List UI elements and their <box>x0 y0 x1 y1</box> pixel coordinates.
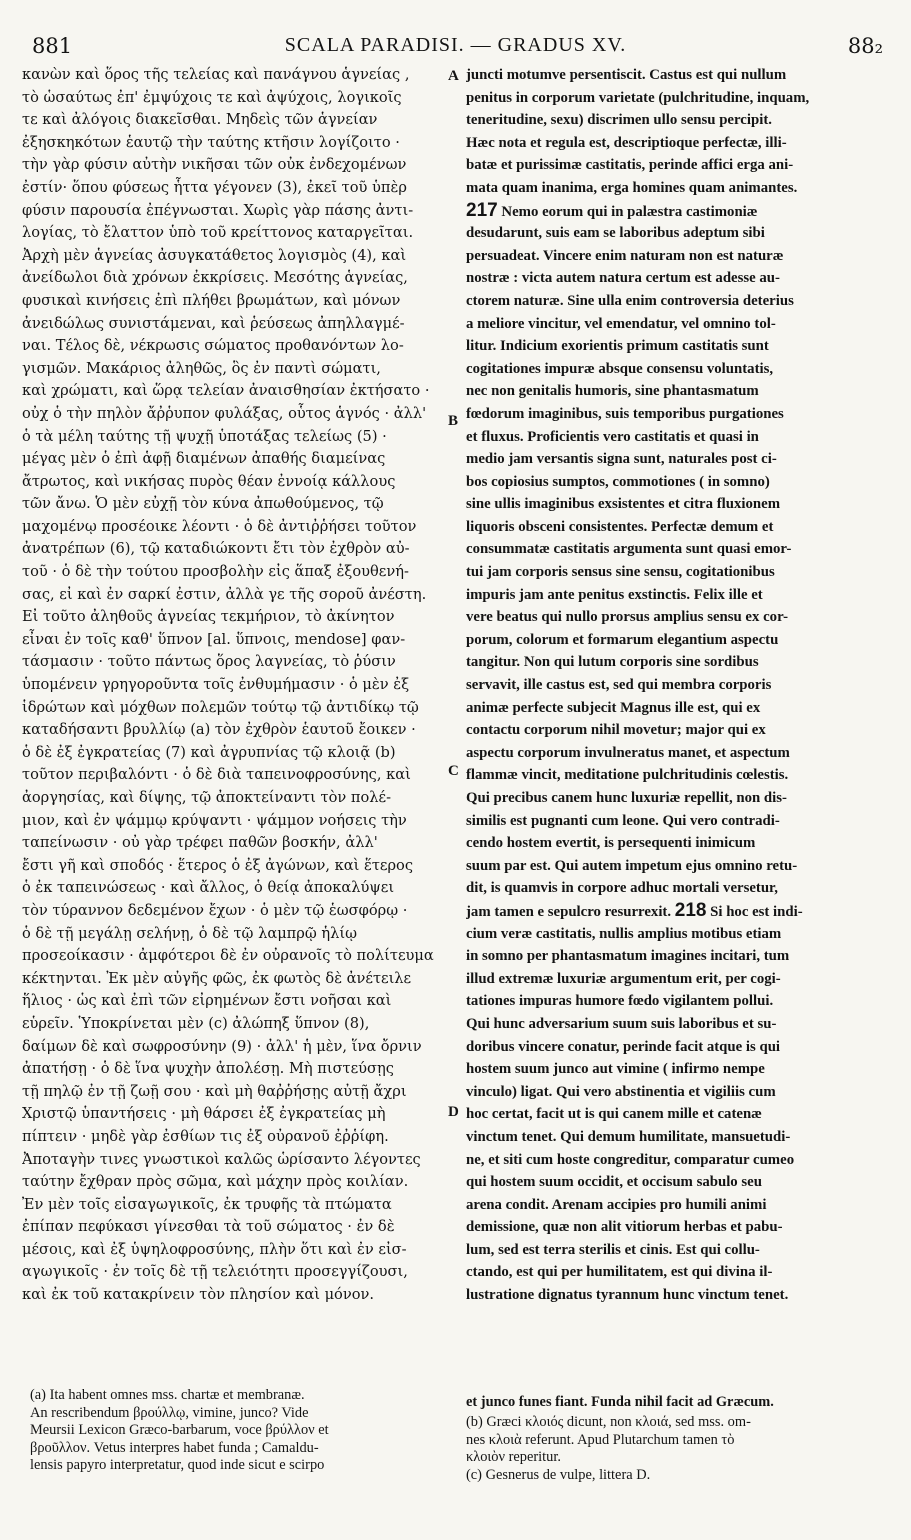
latin-text-line: impuris jam ante penitus exstinctis. Felix ille et <box>466 586 763 603</box>
greek-text-line: τοῦτον περιβαλόντι · ὁ δὲ διὰ ταπεινοφροσύνης, καὶ <box>22 766 411 784</box>
greek-text-line: Χριστῷ ὑπαντήσεις · μὴ θάρσει ἐξ ἐγκρατείας μὴ <box>22 1105 386 1123</box>
latin-text-line: persuadeat. Vincere enim naturam non est naturæ <box>466 247 784 264</box>
greek-text-line: τοῦ · ὁ δὲ τὴν τούτου προσβολὴν εἰς ἅπαξ ἐξουθενή- <box>22 563 409 581</box>
greek-text-line: κανὼν καὶ ὅρος τῆς τελείας καὶ πανάγνου ἁγνείας , <box>22 66 410 83</box>
latin-text-line: vinculo) ligat. Qui vero abstinentia et vigiliis cum <box>466 1083 776 1100</box>
latin-text-line: aspectu corporum invulneratus manet, et aspectum <box>466 744 790 761</box>
greek-text-line: ἀπατήσῃ · ὁ δὲ ἵνα ψυχὴν ἀπολέσῃ. Μὴ πιστεύσῃς <box>22 1060 394 1078</box>
footnote-right-line: et junco funes fiant. Funda nihil facit ad Græcum. <box>466 1394 774 1410</box>
latin-text-line: nostræ : victa autem natura certum est adesse au- <box>466 270 780 287</box>
greek-text-line: τὸν τύραννον δεδεμένον ἔχων · ὁ μὲν τῷ ἑωσφόρῳ · <box>22 901 408 919</box>
footnote-left-line: Meursii Lexicon Græco-barbarum, voce βρύλλον et <box>30 1422 329 1438</box>
greek-text-line: πίπτειν · μηδὲ γὰρ ἐσθίων τις ἐξ οὐρανοῦ ἐῤῥίφη. <box>22 1127 389 1145</box>
latin-text-line: mata quam inanima, erga homines quam animantes. <box>466 179 798 196</box>
latin-text-line: tationes impuras humore fœdo vigilantem pollui. <box>466 993 774 1010</box>
greek-text-line: τῶν ἄνω. Ὁ μὲν εὐχῇ τὸν κύνα ἀπωθούμενος, τῷ <box>22 495 384 513</box>
greek-text-line: λογίας, τὸ ἔλαττον ὑπὸ τοῦ κρείττονος καταργεῖται. <box>22 224 414 242</box>
greek-text-line: ὁ δὲ τῇ μεγάλῃ σελήνῃ, ὁ δὲ τῷ λαμπρῷ ἡλίῳ <box>22 924 358 942</box>
greek-text-line: ὁ δὲ ἐξ ἐγκρατείας (7) καὶ ἀγρυπνίας τῷ κλοιᾷ (b) <box>22 743 396 761</box>
greek-text-line: μιον, καὶ ἐν ψάμμῳ κρύψαντι · ψάμμον νοήσεις τὴν <box>22 811 407 829</box>
footnote-right-line: κλοιὸν reperitur. <box>466 1449 561 1465</box>
margin-marker-b: B <box>448 413 459 429</box>
latin-text-line: ctorem naturæ. Sine ulla enim controversia deterius <box>466 292 794 309</box>
section-number: 217 <box>466 199 498 221</box>
greek-text-line: ταύτην ἔχθραν πρὸς σῶμα, καὶ μάχην πρὸς κοιλίαν. <box>22 1173 409 1191</box>
greek-text-line: ὁ τὰ μέλη ταύτης τῇ ψυχῇ ὑποτάξας τελείως (5) · <box>22 427 387 445</box>
latin-text-line: lustratione dignatus tyrannum hunc vinctum tenet. <box>466 1287 789 1304</box>
greek-text-line: κέκτηνται. Ἐκ μὲν αὐγῆς φῶς, ἐκ φωτὸς δὲ ἀνέτειλε <box>22 969 412 987</box>
greek-text-line: Ἐν μὲν τοῖς εἰσαγωγικοῖς, ἐκ τρυφῆς τὰ πτώματα <box>22 1195 392 1213</box>
greek-text-line: ἀνείδωλοι διὰ χρόνων ἐκκρίσεις. Μεσότης ἁγνείας, <box>22 269 408 287</box>
greek-text-line: καὶ ἐκ τοῦ κατακρίνειν τὸν πλησίον καὶ μόνον. <box>22 1286 375 1304</box>
footnote-left-line: lensis papyro interpretatur, quod inde sicut e scirpo <box>30 1457 325 1473</box>
latin-text-line: porum, colorum et formarum elegantium aspectu <box>466 631 779 648</box>
margin-marker-a: A <box>448 68 459 84</box>
latin-text-column <box>466 64 892 1307</box>
greek-text-line: τὴν γὰρ φύσιν αὐτὴν νικῆσαι τῶν οὐκ ἐνδεχομένων <box>22 156 407 174</box>
latin-text-line: suum par est. Qui autem impetum ejus omnino retu- <box>466 857 798 874</box>
section-number: 218 <box>674 899 707 921</box>
latin-text-line: illud extremæ luxuriæ argumentum erit, per cogi- <box>466 970 781 987</box>
latin-text-line: juncti motumve persentiscit. Castus est qui nullum <box>466 67 787 83</box>
greek-text-line: ταπείνωσιν · οὐ γὰρ τρέφει παθῶν βοσκήν, ἀλλ' <box>22 834 378 852</box>
greek-text-line: δαίμων δὲ καὶ σωφροσύνην (9) · ἀλλ' ἡ μὲν, ἵνα ὄρνιν <box>22 1037 422 1055</box>
latin-text-line: Qui hunc adversarium suum suis laboribus et su- <box>466 1015 777 1032</box>
greek-text-line: ὑπομένειν γρηγοροῦντα τοῖς ἐνθυμήμασιν · ὁ μὲν ἐξ <box>22 676 410 694</box>
greek-text-line: εἶναι ἐν τοῖς καθ' ὕπνον [al. ὕπνοις, mendose] φαν- <box>22 630 406 648</box>
greek-text-line: ἱδρώτων καὶ μόχθων πολεμῶν τούτῳ τῷ ἀντιδίκῳ τῷ <box>22 698 419 716</box>
greek-text-line: φυσικαὶ κινήσεις ἐπὶ πλήθει βρωμάτων, καὶ μόνων <box>22 291 401 309</box>
latin-text-line: contactu corporum nihil movetur; major qui ex <box>466 722 766 739</box>
greek-text-line: ἀνειδώλως συνιστάμεναι, καὶ ῥεύσεως ἀπηλλαγμέ- <box>22 314 405 332</box>
footnote-right-line: (c) Gesnerus de vulpe, littera D. <box>466 1466 651 1483</box>
footnote-right-line: nes κλοιὰ referunt. Apud Plutarchum tamen τὸ <box>466 1431 735 1448</box>
latin-text-line: et fluxus. Proficientis vero castitatis et quasi in <box>466 428 759 445</box>
latin-text-line: hoc certat, facit ut is qui canem mille et catenæ <box>466 1106 762 1123</box>
greek-text-line: τάσμασιν · τοῦτο πάντως ὅρος λαγνείας, τὸ ῥύσιν <box>22 653 396 671</box>
greek-text-line: μέγας μὲν ὁ ἐπὶ ἁφῇ διαμένων ἀπαθής διαμείνας <box>22 450 386 468</box>
left-page-number: 881 <box>32 34 73 58</box>
latin-text-line: arena condit. Arenam accipies pro humili animi <box>466 1196 767 1213</box>
latin-text-line: cogitationes impuræ absque consensu voluntatis, <box>466 360 774 377</box>
latin-text-line: teneritudine, sexu) discrimen ullo sensu percipit. <box>466 112 772 129</box>
latin-text-line: jam tamen e sepulcro resurrexit. 218 Si hoc est indi- <box>466 899 803 921</box>
latin-text-line: consummatæ castitatis argumenta sunt quasi emor- <box>466 541 792 558</box>
greek-text-line: προσεοίκασιν · ἀμφότεροι δὲ ἐν οὐρανοῖς τὸ πολίτευμα <box>22 947 434 965</box>
latin-text-line: hostem suum junco aut vimine ( infirmo nempe <box>466 1061 765 1078</box>
page-header <box>22 34 889 64</box>
latin-text-line: fœdorum imaginibus, suis temporibus purgationes <box>466 405 784 422</box>
footnotes-left <box>30 1387 452 1475</box>
greek-text-line: Εἰ τοῦτο ἀληθοῦς ἁγνείας τεκμήριον, τὸ ἀκίνητον <box>22 608 395 626</box>
latin-text-line: flammæ vincit, meditatione pulchritudinis cœlestis. <box>466 767 789 784</box>
greek-text-line: ἀνατρέπων (6), τῷ καταδιώκοντι ἔτι τὸν ἐχθρὸν αὐ- <box>22 540 410 558</box>
greek-text-line: μαχομένῳ προσέοικε λέοντι · ὁ δὲ ἀντιῤῥήσει τοῦτον <box>22 517 417 535</box>
right-page-number: 88₂ <box>847 34 883 58</box>
latin-text-line: sine ullis imaginibus exsistentes et citra fluxionem <box>466 496 781 513</box>
latin-text-line: doribus vincere conatur, perinde facit atque is qui <box>466 1038 781 1055</box>
greek-text-line: ἥλιος · ὡς καὶ ἐπὶ τῶν εἰρημένων ἔστι νοῆσαι καὶ <box>22 992 392 1010</box>
latin-text-line: nec non genitalis humoris, sine phantasmatum <box>466 383 759 400</box>
greek-text-line: καὶ χρώματι, καὶ ὥρᾳ τελείαν ἀναισθησίαν ἐκτήσατο · <box>22 382 430 400</box>
footnotes-right <box>466 1394 892 1484</box>
latin-text-line: 217 Nemo eorum qui in palæstra castimoniæ <box>466 199 758 221</box>
footnote-right-line: (b) Græci κλοιός dicunt, non κλοιά, sed mss. om- <box>466 1414 751 1430</box>
greek-text-line: φύσιν παρουσία ἐπέγνωσται. Χωρὶς γὰρ πάσης ἀντι- <box>22 201 414 219</box>
latin-text-line: servavit, ille castus est, sed qui membra corporis <box>466 677 772 694</box>
greek-text-line: ἐστίν· ὅπου φύσεως ἧττα γέγονεν (3), ἐκεῖ τοῦ ὑπὲρ <box>22 178 407 196</box>
latin-text-line: medio jam versantis signa sunt, naturales post ci- <box>466 451 777 468</box>
latin-text-line: penitus in corporum varietate (pulchritudine, inquam, <box>466 89 810 106</box>
greek-text-line: αγωγικοῖς · ἐν τοῖς δὲ τῇ τελειότητι προσεγγίζουσι, <box>22 1263 408 1281</box>
greek-text-line: σας, εἰ καὶ ἐν σαρκί ἐστιν, ἀλλὰ γε τῆς σοροῦ ἀνέστη. <box>22 585 427 603</box>
latin-text-line: litur. Indicium exorientis primum castitatis sunt <box>466 338 769 355</box>
latin-text-line: in somno per phantasmatum imagines incitari, tum <box>466 948 790 965</box>
latin-text-line: cium veræ castitatis, nullis amplius motibus etiam <box>466 925 782 942</box>
latin-text-line: tui jam corporis sensus sine sensu, cogitationibus <box>466 564 775 581</box>
latin-text-line: Qui precibus canem hunc luxuriæ repellit, non dis- <box>466 790 787 806</box>
greek-text-line: ἔστι γῆ καὶ σποδός · ἕτερος ὁ ἐξ ἀγώνων, καὶ ἕτερος <box>22 856 413 874</box>
latin-text-line: vinctum tenet. Qui demum humilitate, mansuetudi- <box>466 1128 791 1145</box>
latin-text-line: qui hostem suum occidit, et occisum sabulo seu <box>466 1174 762 1191</box>
greek-text-line: ναι. Τέλος δὲ, νέκρωσις σώματος προθανόντων λο- <box>22 337 404 355</box>
greek-text-column <box>22 64 444 1307</box>
latin-text-line: demissione, quæ non alit vitiorum herbas et pabu- <box>466 1219 783 1236</box>
latin-text-line: dit, is quamvis in corpore adhuc mortali versetur, <box>466 880 778 897</box>
latin-text-line: lum, sed est terra sterilis et cinis. Est qui collu- <box>466 1241 760 1258</box>
greek-text-line: ἐπίπαν πεφύκασι γίνεσθαι τὰ τοῦ σώματος · ἐν δὲ <box>22 1218 395 1236</box>
latin-text-line: cendo hostem evertit, is persequenti inimicum <box>466 835 756 852</box>
greek-text-line: γισμῶν. Μακάριος ἀληθῶς, ὃς ἐν παντὶ σώματι, <box>22 359 381 377</box>
footnote-left-line: βροῦλλον. Vetus interpres habet funda ; Camaldu- <box>30 1439 319 1456</box>
greek-text-line: Ἀρχὴ μὲν ἁγνείας ἀσυγκατάθετος λογισμὸς (4), καὶ <box>22 246 407 264</box>
greek-text-line: οὐχ ὁ τὴν πηλὸν ἄῤῥυπον φυλάξας, οὗτος ἁγνός · ἀλλ' <box>22 404 427 422</box>
greek-text-line: ὁ ἐκ ταπεινώσεως · καὶ ἄλλος, ὁ θείᾳ ἀποκαλύψει <box>22 879 395 897</box>
latin-text-line: Hæc nota et regula est, descriptioque perfectæ, illi- <box>466 134 787 151</box>
latin-text-line: similis est pugnanti cum leone. Qui vero contradi- <box>466 812 780 829</box>
latin-text-line: a meliore vincitur, vel emendatur, vel omnino tol- <box>466 315 776 332</box>
latin-text-line: ctando, est qui per humilitatem, est qui divina il- <box>466 1264 773 1281</box>
latin-text-line: animæ perfecte subjecit Magnus ille est, qui ex <box>466 699 761 716</box>
footnote-left-line: An rescribendum βρούλλῳ, vimine, junco? Vide <box>30 1404 309 1421</box>
running-title: SCALA PARADISI. — GRADUS XV. <box>284 34 627 56</box>
latin-text-line: liquoris obsceni consistentes. Perfectæ demum et <box>466 518 774 535</box>
greek-text-line: ἀοργησίας, καὶ δίψης, τῷ ἀποκτείναντι τὸν πολέ- <box>22 789 392 806</box>
latin-text-line: vere beatus qui nullo prorsus amplius sensu ex cor- <box>466 609 789 626</box>
margin-marker-d: D <box>448 1104 459 1120</box>
latin-text-line: ne, et siti cum hoste congreditur, comparatur cumeo <box>466 1151 795 1168</box>
greek-text-line: Ἀποταγὴν τινες γνωστικοὶ καλῶς ὡρίσαντο λέγοντες <box>22 1150 421 1168</box>
greek-text-line: ἄτρωτος, καὶ νικήσας πυρὸς θέαν ἐννοίᾳ κάλλους <box>22 472 396 490</box>
latin-text-line: tangitur. Non qui lutum corporis sine sordibus <box>466 654 759 671</box>
margin-marker-c: C <box>448 763 459 779</box>
footnote-left-line: (a) Ita habent omnes mss. chartæ et membranæ. <box>30 1387 305 1403</box>
latin-text-line: bos copiosius sumptos, commotiones ( in somno) <box>466 473 770 490</box>
latin-text-line: batæ et purissimæ castitatis, perinde affici erga ani- <box>466 157 794 174</box>
greek-text-line: τὸ ὡσαύτως ἐπ' ἐμψύχοις τε καὶ ἀψύχοις, λογικοῖς <box>22 88 402 106</box>
greek-text-line: τε καὶ ἀλόγοις διακεῖσθαι. Μηδεὶς τῶν ἁγνείαν <box>22 111 378 129</box>
greek-text-line: εὑρεῖν. Ὑποκρίνεται μὲν (c) ἀλώπηξ ὕπνον (8), <box>22 1014 370 1032</box>
greek-text-line: ἐξησκηκότων ἑαυτῷ τὴν ταύτης κτῆσιν λογίζοιτο · <box>22 133 400 151</box>
greek-text-line: καταδήσαντι βρυλλίῳ (a) τὸν ἐχθρὸν ἑαυτοῦ ἔοικεν · <box>22 721 416 739</box>
greek-text-line: μέσοις, καὶ ἐξ ὑψηλοφροσύνης, πλὴν ὅτι καὶ ἐν εἰσ- <box>22 1240 407 1258</box>
greek-text-line: τῇ πηλῷ ἐν τῇ ζωῇ σου · καὶ μὴ θαῤῥήσῃς αὐτῇ ἄχρι <box>22 1082 407 1100</box>
latin-text-line: desudarunt, suis eam se laboribus adeptum sibi <box>466 225 765 242</box>
